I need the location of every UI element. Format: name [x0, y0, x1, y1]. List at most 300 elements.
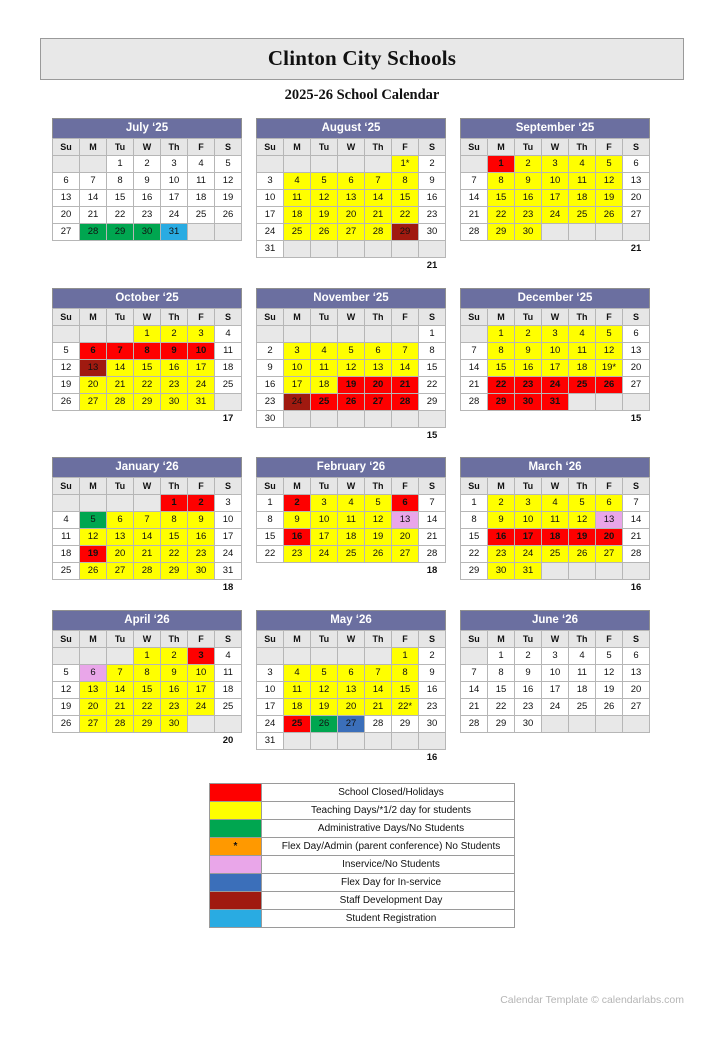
day-cell[interactable]: 8 [488, 173, 515, 190]
day-cell[interactable]: 17 [161, 190, 188, 207]
day-cell[interactable]: 17 [188, 681, 215, 698]
day-cell[interactable]: 12 [53, 681, 80, 698]
day-cell[interactable]: 5 [311, 173, 338, 190]
day-cell[interactable]: 12 [338, 359, 365, 376]
day-cell[interactable]: 28 [419, 546, 446, 563]
day-cell[interactable]: 1 [488, 156, 515, 173]
day-cell[interactable]: 24 [188, 698, 215, 715]
day-cell[interactable]: 3 [188, 647, 215, 664]
day-cell[interactable]: 5 [569, 495, 596, 512]
day-cell[interactable]: 28 [365, 715, 392, 732]
day-cell[interactable]: 21 [80, 207, 107, 224]
day-cell[interactable]: 18 [53, 546, 80, 563]
day-cell[interactable]: 25 [542, 546, 569, 563]
day-cell[interactable]: 24 [542, 376, 569, 393]
day-cell[interactable]: 5 [365, 495, 392, 512]
day-cell[interactable]: 8 [461, 512, 488, 529]
day-cell[interactable]: 16 [515, 681, 542, 698]
day-cell[interactable]: 16 [515, 190, 542, 207]
day-cell[interactable]: 9 [419, 173, 446, 190]
day-cell[interactable]: 4 [311, 342, 338, 359]
day-cell[interactable]: 16 [515, 359, 542, 376]
day-cell[interactable]: 14 [461, 190, 488, 207]
day-cell[interactable]: 6 [392, 495, 419, 512]
day-cell[interactable]: 1 [257, 495, 284, 512]
day-cell[interactable]: 13 [338, 681, 365, 698]
day-cell[interactable]: 14 [623, 512, 650, 529]
day-cell[interactable]: 4 [569, 156, 596, 173]
day-cell[interactable]: 21 [461, 376, 488, 393]
day-cell[interactable]: 28 [461, 715, 488, 732]
day-cell[interactable]: 1 [488, 647, 515, 664]
day-cell[interactable]: 18 [188, 190, 215, 207]
day-cell[interactable]: 6 [623, 156, 650, 173]
day-cell[interactable]: 9 [161, 342, 188, 359]
day-cell[interactable]: 13 [107, 529, 134, 546]
day-cell[interactable]: 14 [419, 512, 446, 529]
day-cell[interactable]: 6 [80, 342, 107, 359]
day-cell[interactable]: 20 [338, 207, 365, 224]
day-cell[interactable]: 6 [623, 325, 650, 342]
day-cell[interactable]: 23 [188, 546, 215, 563]
day-cell[interactable]: 11 [311, 359, 338, 376]
day-cell[interactable]: 15 [161, 529, 188, 546]
day-cell[interactable]: 18 [338, 529, 365, 546]
day-cell[interactable]: 27 [623, 376, 650, 393]
day-cell[interactable]: 23 [134, 207, 161, 224]
day-cell[interactable]: 21 [419, 529, 446, 546]
day-cell[interactable]: 4 [284, 173, 311, 190]
day-cell[interactable]: 28 [134, 563, 161, 580]
day-cell[interactable]: 5 [311, 664, 338, 681]
day-cell[interactable]: 2 [161, 325, 188, 342]
day-cell[interactable]: 17 [257, 698, 284, 715]
day-cell[interactable]: 8 [257, 512, 284, 529]
day-cell[interactable]: 1 [419, 325, 446, 342]
day-cell[interactable]: 4 [284, 664, 311, 681]
day-cell[interactable]: 26 [53, 715, 80, 732]
day-cell[interactable]: 31 [188, 393, 215, 410]
day-cell[interactable]: 24 [257, 224, 284, 241]
day-cell[interactable]: 17 [311, 529, 338, 546]
day-cell[interactable]: 2 [284, 495, 311, 512]
day-cell[interactable]: 28 [392, 393, 419, 410]
day-cell[interactable]: 29 [392, 715, 419, 732]
day-cell[interactable]: 22 [107, 207, 134, 224]
day-cell[interactable]: 20 [623, 359, 650, 376]
day-cell[interactable]: 3 [515, 495, 542, 512]
day-cell[interactable]: 4 [215, 325, 242, 342]
day-cell[interactable]: 8 [419, 342, 446, 359]
day-cell[interactable]: 15 [392, 681, 419, 698]
day-cell[interactable]: 3 [257, 173, 284, 190]
day-cell[interactable]: 25 [53, 563, 80, 580]
day-cell[interactable]: 19 [311, 207, 338, 224]
day-cell[interactable]: 20 [338, 698, 365, 715]
day-cell[interactable]: 20 [623, 190, 650, 207]
day-cell[interactable]: 13 [80, 681, 107, 698]
day-cell[interactable]: 23 [161, 376, 188, 393]
day-cell[interactable]: 16 [284, 529, 311, 546]
day-cell[interactable]: 13 [53, 190, 80, 207]
day-cell[interactable]: 25 [284, 224, 311, 241]
day-cell[interactable]: 15 [134, 359, 161, 376]
day-cell[interactable]: 22 [134, 376, 161, 393]
day-cell[interactable]: 11 [188, 173, 215, 190]
day-cell[interactable]: 17 [215, 529, 242, 546]
day-cell[interactable]: 6 [338, 664, 365, 681]
day-cell[interactable]: 17 [188, 359, 215, 376]
day-cell[interactable]: 25 [215, 376, 242, 393]
day-cell[interactable]: 2 [515, 647, 542, 664]
day-cell[interactable]: 7 [392, 342, 419, 359]
day-cell[interactable]: 30 [419, 224, 446, 241]
day-cell[interactable]: 24 [215, 546, 242, 563]
day-cell[interactable]: 7 [80, 173, 107, 190]
day-cell[interactable]: 14 [365, 681, 392, 698]
day-cell[interactable]: 18 [569, 681, 596, 698]
day-cell[interactable]: 18 [215, 681, 242, 698]
day-cell[interactable]: 27 [365, 393, 392, 410]
day-cell[interactable]: 8 [134, 342, 161, 359]
day-cell[interactable]: 7 [107, 342, 134, 359]
day-cell[interactable]: 26 [53, 393, 80, 410]
day-cell[interactable]: 21 [392, 376, 419, 393]
day-cell[interactable]: 6 [365, 342, 392, 359]
day-cell[interactable]: 24 [188, 376, 215, 393]
day-cell[interactable]: 26 [338, 393, 365, 410]
day-cell[interactable]: 22 [257, 546, 284, 563]
day-cell[interactable]: 19 [53, 698, 80, 715]
day-cell[interactable]: 5 [596, 156, 623, 173]
day-cell[interactable]: 18 [215, 359, 242, 376]
day-cell[interactable]: 25 [569, 207, 596, 224]
day-cell[interactable]: 13 [623, 342, 650, 359]
day-cell[interactable]: 19 [596, 681, 623, 698]
day-cell[interactable]: 20 [623, 681, 650, 698]
day-cell[interactable]: 7 [461, 173, 488, 190]
day-cell[interactable]: 21 [461, 698, 488, 715]
day-cell[interactable]: 17 [542, 190, 569, 207]
day-cell[interactable]: 22 [392, 207, 419, 224]
day-cell[interactable]: 12 [596, 342, 623, 359]
day-cell[interactable]: 14 [365, 190, 392, 207]
day-cell[interactable]: 28 [365, 224, 392, 241]
day-cell[interactable]: 3 [311, 495, 338, 512]
day-cell[interactable]: 2 [188, 495, 215, 512]
day-cell[interactable]: 14 [107, 359, 134, 376]
day-cell[interactable]: 11 [284, 190, 311, 207]
day-cell[interactable]: 15 [488, 681, 515, 698]
day-cell[interactable]: 3 [257, 664, 284, 681]
day-cell[interactable]: 22* [392, 698, 419, 715]
day-cell[interactable]: 26 [596, 207, 623, 224]
day-cell[interactable]: 16 [419, 190, 446, 207]
day-cell[interactable]: 10 [542, 664, 569, 681]
day-cell[interactable]: 13 [596, 512, 623, 529]
day-cell[interactable]: 24 [311, 546, 338, 563]
day-cell[interactable]: 7 [107, 664, 134, 681]
day-cell[interactable]: 2 [419, 156, 446, 173]
day-cell[interactable]: 25 [338, 546, 365, 563]
day-cell[interactable]: 27 [80, 393, 107, 410]
day-cell[interactable]: 21 [107, 698, 134, 715]
day-cell[interactable]: 25 [215, 698, 242, 715]
day-cell[interactable]: 7 [365, 173, 392, 190]
day-cell[interactable]: 23 [419, 207, 446, 224]
day-cell[interactable]: 1 [134, 325, 161, 342]
day-cell[interactable]: 17 [542, 359, 569, 376]
day-cell[interactable]: 24 [542, 207, 569, 224]
day-cell[interactable]: 4 [53, 512, 80, 529]
day-cell[interactable]: 1 [392, 647, 419, 664]
day-cell[interactable]: 24 [542, 698, 569, 715]
day-cell[interactable]: 14 [392, 359, 419, 376]
day-cell[interactable]: 20 [53, 207, 80, 224]
day-cell[interactable]: 20 [80, 698, 107, 715]
day-cell[interactable]: 2 [515, 325, 542, 342]
day-cell[interactable]: 31 [257, 241, 284, 258]
day-cell[interactable]: 21 [461, 207, 488, 224]
day-cell[interactable]: 27 [80, 715, 107, 732]
day-cell[interactable]: 11 [338, 512, 365, 529]
day-cell[interactable]: 8 [488, 342, 515, 359]
day-cell[interactable]: 19 [80, 546, 107, 563]
day-cell[interactable]: 21 [623, 529, 650, 546]
day-cell[interactable]: 20 [365, 376, 392, 393]
day-cell[interactable]: 12 [215, 173, 242, 190]
day-cell[interactable]: 30 [161, 393, 188, 410]
day-cell[interactable]: 27 [623, 698, 650, 715]
day-cell[interactable]: 11 [569, 342, 596, 359]
day-cell[interactable]: 2 [515, 156, 542, 173]
day-cell[interactable]: 12 [569, 512, 596, 529]
day-cell[interactable]: 2 [257, 342, 284, 359]
day-cell[interactable]: 11 [542, 512, 569, 529]
day-cell[interactable]: 9 [488, 512, 515, 529]
day-cell[interactable]: 17 [284, 376, 311, 393]
day-cell[interactable]: 13 [338, 190, 365, 207]
day-cell[interactable]: 5 [80, 512, 107, 529]
day-cell[interactable]: 20 [80, 376, 107, 393]
day-cell[interactable]: 19 [311, 698, 338, 715]
day-cell[interactable]: 17 [257, 207, 284, 224]
day-cell[interactable]: 27 [338, 224, 365, 241]
day-cell[interactable]: 27 [596, 546, 623, 563]
day-cell[interactable]: 26 [596, 698, 623, 715]
day-cell[interactable]: 19 [569, 529, 596, 546]
day-cell[interactable]: 9 [161, 664, 188, 681]
day-cell[interactable]: 30 [188, 563, 215, 580]
day-cell[interactable]: 16 [134, 190, 161, 207]
day-cell[interactable]: 9 [419, 664, 446, 681]
day-cell[interactable]: 9 [134, 173, 161, 190]
day-cell[interactable]: 9 [257, 359, 284, 376]
day-cell[interactable]: 16 [257, 376, 284, 393]
day-cell[interactable]: 10 [188, 664, 215, 681]
day-cell[interactable]: 12 [53, 359, 80, 376]
day-cell[interactable]: 14 [80, 190, 107, 207]
day-cell[interactable]: 7 [461, 342, 488, 359]
day-cell[interactable]: 25 [311, 393, 338, 410]
day-cell[interactable]: 25 [569, 698, 596, 715]
day-cell[interactable]: 13 [392, 512, 419, 529]
day-cell[interactable]: 3 [542, 647, 569, 664]
day-cell[interactable]: 9 [188, 512, 215, 529]
day-cell[interactable]: 26 [311, 224, 338, 241]
day-cell[interactable]: 25 [188, 207, 215, 224]
day-cell[interactable]: 6 [338, 173, 365, 190]
day-cell[interactable]: 10 [257, 190, 284, 207]
day-cell[interactable]: 11 [53, 529, 80, 546]
day-cell[interactable]: 19 [365, 529, 392, 546]
day-cell[interactable]: 1 [161, 495, 188, 512]
day-cell[interactable]: 27 [392, 546, 419, 563]
day-cell[interactable]: 27 [107, 563, 134, 580]
day-cell[interactable]: 8 [107, 173, 134, 190]
day-cell[interactable]: 30 [419, 715, 446, 732]
day-cell[interactable]: 10 [542, 342, 569, 359]
day-cell[interactable]: 4 [215, 647, 242, 664]
day-cell[interactable]: 30 [515, 224, 542, 241]
day-cell[interactable]: 5 [53, 342, 80, 359]
day-cell[interactable]: 25 [569, 376, 596, 393]
day-cell[interactable]: 20 [392, 529, 419, 546]
day-cell[interactable]: 7 [623, 495, 650, 512]
day-cell[interactable]: 14 [134, 529, 161, 546]
day-cell[interactable]: 19* [596, 359, 623, 376]
day-cell[interactable]: 8 [392, 664, 419, 681]
day-cell[interactable]: 3 [284, 342, 311, 359]
day-cell[interactable]: 3 [542, 325, 569, 342]
day-cell[interactable]: 2 [419, 647, 446, 664]
day-cell[interactable]: 26 [569, 546, 596, 563]
day-cell[interactable]: 29 [134, 715, 161, 732]
day-cell[interactable]: 19 [596, 190, 623, 207]
day-cell[interactable]: 10 [542, 173, 569, 190]
day-cell[interactable]: 19 [215, 190, 242, 207]
day-cell[interactable]: 23 [488, 546, 515, 563]
day-cell[interactable]: 18 [569, 190, 596, 207]
day-cell[interactable]: 6 [80, 664, 107, 681]
day-cell[interactable]: 1* [392, 156, 419, 173]
day-cell[interactable]: 9 [515, 173, 542, 190]
day-cell[interactable]: 21 [134, 546, 161, 563]
day-cell[interactable]: 29 [161, 563, 188, 580]
day-cell[interactable]: 10 [215, 512, 242, 529]
day-cell[interactable]: 1 [134, 647, 161, 664]
day-cell[interactable]: 9 [284, 512, 311, 529]
day-cell[interactable]: 28 [107, 393, 134, 410]
day-cell[interactable]: 21 [107, 376, 134, 393]
day-cell[interactable]: 2 [134, 156, 161, 173]
day-cell[interactable]: 15 [392, 190, 419, 207]
day-cell[interactable]: 22 [461, 546, 488, 563]
day-cell[interactable]: 14 [461, 681, 488, 698]
day-cell[interactable]: 8 [134, 664, 161, 681]
day-cell[interactable]: 23 [515, 376, 542, 393]
day-cell[interactable]: 15 [461, 529, 488, 546]
day-cell[interactable]: 10 [284, 359, 311, 376]
day-cell[interactable]: 20 [596, 529, 623, 546]
day-cell[interactable]: 16 [419, 681, 446, 698]
day-cell[interactable]: 27 [338, 715, 365, 732]
day-cell[interactable]: 20 [107, 546, 134, 563]
day-cell[interactable]: 12 [311, 190, 338, 207]
day-cell[interactable]: 7 [461, 664, 488, 681]
day-cell[interactable]: 23 [515, 698, 542, 715]
day-cell[interactable]: 16 [488, 529, 515, 546]
day-cell[interactable]: 11 [215, 342, 242, 359]
day-cell[interactable]: 30 [488, 563, 515, 580]
day-cell[interactable]: 15 [488, 359, 515, 376]
day-cell[interactable]: 4 [569, 647, 596, 664]
day-cell[interactable]: 8 [161, 512, 188, 529]
day-cell[interactable]: 16 [161, 359, 188, 376]
day-cell[interactable]: 2 [488, 495, 515, 512]
day-cell[interactable]: 15 [134, 681, 161, 698]
day-cell[interactable]: 30 [515, 393, 542, 410]
day-cell[interactable]: 19 [338, 376, 365, 393]
day-cell[interactable]: 3 [215, 495, 242, 512]
day-cell[interactable]: 11 [569, 664, 596, 681]
day-cell[interactable]: 29 [419, 393, 446, 410]
day-cell[interactable]: 21 [365, 698, 392, 715]
day-cell[interactable]: 6 [596, 495, 623, 512]
day-cell[interactable]: 1 [107, 156, 134, 173]
day-cell[interactable]: 29 [392, 224, 419, 241]
day-cell[interactable]: 22 [161, 546, 188, 563]
day-cell[interactable]: 10 [515, 512, 542, 529]
day-cell[interactable]: 18 [542, 529, 569, 546]
day-cell[interactable]: 9 [515, 664, 542, 681]
day-cell[interactable]: 13 [80, 359, 107, 376]
day-cell[interactable]: 22 [488, 376, 515, 393]
day-cell[interactable]: 13 [365, 359, 392, 376]
day-cell[interactable]: 17 [542, 681, 569, 698]
day-cell[interactable]: 18 [311, 376, 338, 393]
day-cell[interactable]: 10 [311, 512, 338, 529]
day-cell[interactable]: 30 [257, 410, 284, 427]
day-cell[interactable]: 5 [338, 342, 365, 359]
day-cell[interactable]: 29 [134, 393, 161, 410]
day-cell[interactable]: 6 [53, 173, 80, 190]
day-cell[interactable]: 3 [542, 156, 569, 173]
day-cell[interactable]: 26 [311, 715, 338, 732]
day-cell[interactable]: 27 [623, 207, 650, 224]
day-cell[interactable]: 23 [284, 546, 311, 563]
day-cell[interactable]: 18 [284, 207, 311, 224]
day-cell[interactable]: 31 [542, 393, 569, 410]
day-cell[interactable]: 4 [569, 325, 596, 342]
day-cell[interactable]: 13 [623, 664, 650, 681]
day-cell[interactable]: 1 [488, 325, 515, 342]
day-cell[interactable]: 29 [107, 224, 134, 241]
day-cell[interactable]: 30 [515, 715, 542, 732]
day-cell[interactable]: 31 [215, 563, 242, 580]
day-cell[interactable]: 28 [623, 546, 650, 563]
day-cell[interactable]: 15 [419, 359, 446, 376]
day-cell[interactable]: 15 [257, 529, 284, 546]
day-cell[interactable]: 12 [365, 512, 392, 529]
day-cell[interactable]: 23 [161, 698, 188, 715]
day-cell[interactable]: 22 [488, 207, 515, 224]
day-cell[interactable]: 26 [365, 546, 392, 563]
day-cell[interactable]: 22 [419, 376, 446, 393]
day-cell[interactable]: 29 [488, 224, 515, 241]
day-cell[interactable]: 15 [107, 190, 134, 207]
day-cell[interactable]: 10 [257, 681, 284, 698]
